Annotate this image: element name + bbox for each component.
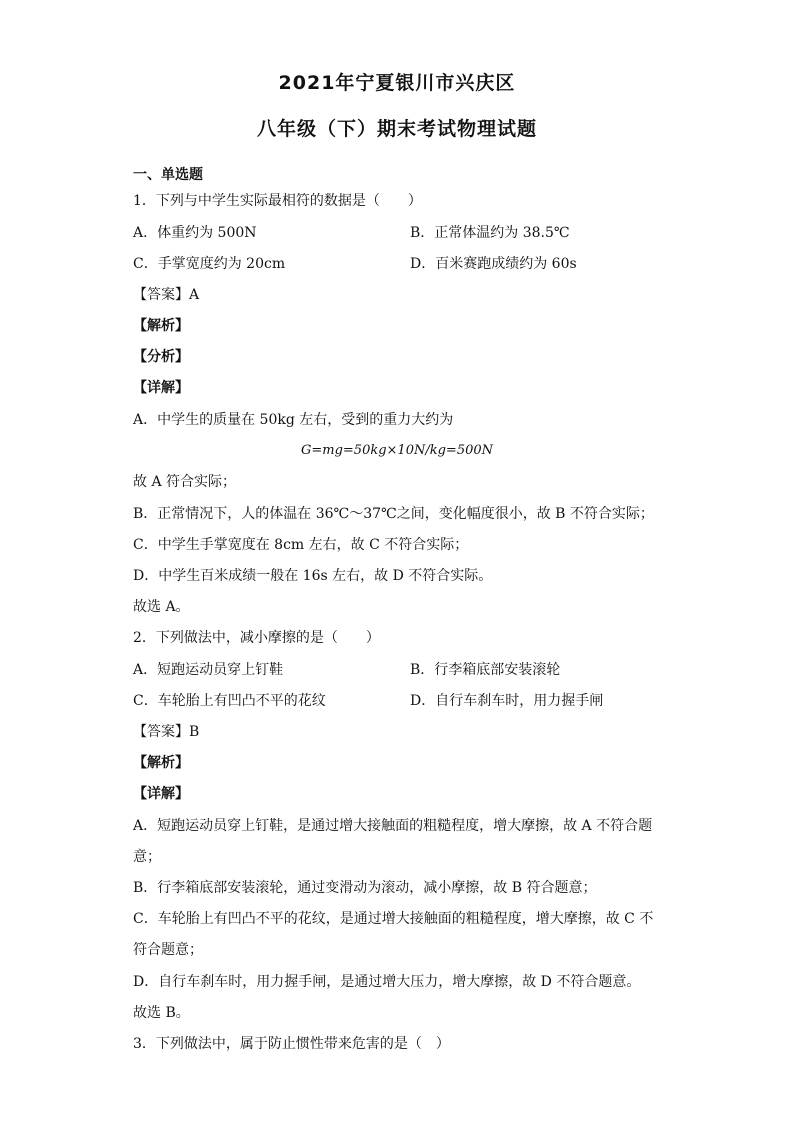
q2-detail-line3-cont: 符合题意；: [133, 942, 203, 958]
document-title-line2: 八年级（下）期末考试物理试题: [256, 118, 537, 140]
q2-option-a: A．短跑运动员穿上钉鞋: [133, 662, 284, 678]
q1-formula: [0, 442, 794, 460]
q1-detail-label: 【详解】: [133, 380, 189, 396]
q2-option-d: D．自行车刹车时，用力握手闸: [410, 693, 604, 709]
q1-fenxi-label: 【分析】: [133, 349, 189, 365]
q2-detail-line2: B．行李箱底部安装滚轮，通过变滑动为滚动，减小摩擦，故 B 符合题意；: [133, 880, 597, 896]
q2-detail-line3: C．车轮胎上有凹凸不平的花纹，是通过增大接触面的粗糙程度，增大摩擦，故 C 不: [133, 911, 654, 927]
q1-detail-line2: 故 A 符合实际；: [133, 474, 237, 490]
q1-detail-line6: 故选 A。: [133, 599, 190, 615]
q2-analysis-label: 【解析】: [133, 755, 189, 771]
q2-stem: 2．下列做法中，减小摩擦的是（ ）: [133, 630, 380, 646]
q2-detail-line1: A．短跑运动员穿上钉鞋，是通过增大接触面的粗糙程度，增大摩擦，故 A 不符合题: [133, 818, 653, 834]
q3-stem: 3．下列做法中，属于防止惯性带来危害的是（ ）: [133, 1036, 450, 1052]
q2-option-c: C．车轮胎上有凹凸不平的花纹: [133, 693, 326, 709]
q1-option-a: A．体重约为 500N: [133, 225, 257, 241]
q1-option-d: D．百米赛跑成绩约为 60s: [410, 256, 577, 272]
q2-option-b: B．行李箱底部安装滚轮: [410, 662, 561, 678]
q2-detail-line1-cont: 意；: [133, 849, 161, 865]
document-title-line1: 2021年宁夏银川市兴庆区: [278, 72, 516, 94]
q1-answer: 【答案】A: [133, 287, 200, 303]
q1-detail-line3: B．正常情况下，人的体温在 36℃～37℃之间，变化幅度很小，故 B 不符合实际；: [133, 506, 654, 522]
q1-detail-line1: A．中学生的质量在 50kg 左右，受到的重力大约为: [133, 412, 454, 428]
section-heading: 一、单选题: [133, 167, 203, 183]
q1-option-c: C．手掌宽度约为 20cm: [133, 256, 286, 272]
q2-detail-line5: 故选 B。: [133, 1005, 190, 1021]
q1-option-b: B．正常体温约为 38.5℃: [410, 225, 570, 241]
q1-detail-line5: D．中学生百米成绩一般在 16s 左右，故 D 不符合实际。: [133, 568, 493, 584]
q2-answer: 【答案】B: [133, 724, 200, 740]
q2-detail-label: 【详解】: [133, 786, 189, 802]
q1-detail-line4: C．中学生手掌宽度在 8cm 左右，故 C 不符合实际；: [133, 537, 469, 553]
q1-formula-text: G=mg=50kg×10N/kg=500N: [300, 443, 494, 458]
q1-stem: 1．下列与中学生实际最相符的数据是（ ）: [133, 193, 422, 209]
q2-detail-line4: D．自行车刹车时，用力握手闸，是通过增大压力，增大摩擦，故 D 不符合题意。: [133, 974, 641, 990]
q1-analysis-label: 【解析】: [133, 318, 189, 334]
